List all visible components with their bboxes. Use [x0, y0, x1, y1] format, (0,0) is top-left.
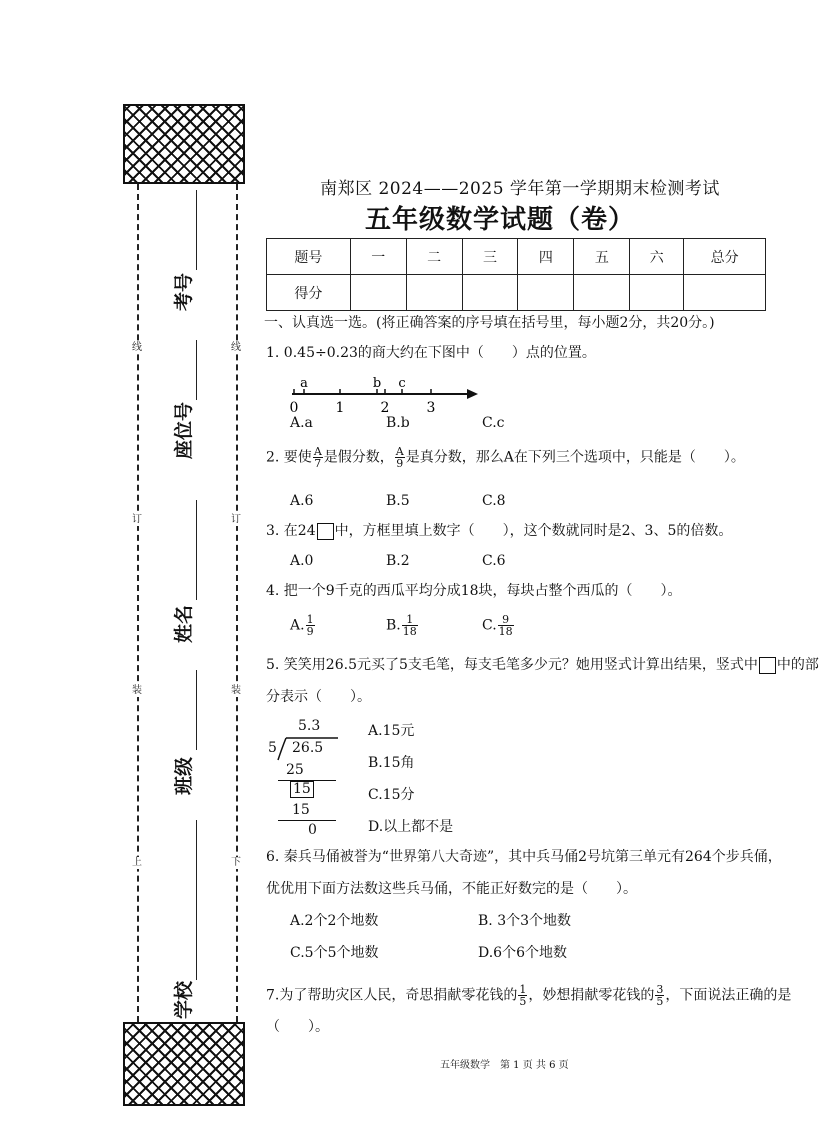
- number-line-mark-label: c: [398, 376, 406, 391]
- q5-option-a: A.15元: [368, 723, 415, 739]
- field-line-exam-number[interactable]: [196, 190, 197, 270]
- field-line-school[interactable]: [196, 820, 197, 980]
- q7-text-post: ，下面说法正确的是: [665, 987, 792, 1004]
- q5-text-pre: 5. 笑笑用26.5元买了5支毛笔，每支毛笔多少元？她用竖式计算出结果，竖式中: [266, 657, 758, 673]
- q6-option-b: B. 3个3个地数: [478, 913, 572, 929]
- q2-text-pre: 2. 要使: [266, 449, 312, 466]
- paper-title: 五年级数学试题（卷）: [364, 205, 635, 235]
- binding-mark-right: 下: [228, 857, 244, 869]
- q5-text-post: 中的部: [776, 657, 819, 673]
- fraction-denominator: 18: [498, 625, 513, 638]
- field-label-name: 姓名: [173, 604, 195, 643]
- fraction-numerator: 9: [498, 614, 514, 626]
- fraction-denominator: 5: [656, 995, 664, 1008]
- q2-fraction-2-denominator: 9: [396, 457, 404, 470]
- division-quotient: 5.3: [298, 718, 321, 734]
- number-line-tick-label: 1: [335, 400, 345, 416]
- q4-text: 4. 把一个9千克的西瓜平均分成18块，每块占整个西瓜的（ ）。: [266, 583, 682, 599]
- score-cell[interactable]: [574, 275, 630, 311]
- q1-text: 1. 0.45÷0.23的商大约在下图中（ ）点的位置。: [266, 345, 596, 361]
- q4-option-a: [290, 614, 316, 637]
- field-label-school: 学校: [173, 980, 195, 1019]
- q3-blank-box[interactable]: [317, 523, 334, 540]
- q3-text: [266, 522, 732, 540]
- q7-text: [266, 984, 791, 1007]
- score-header-cell: 五: [574, 239, 630, 275]
- score-cell[interactable]: [406, 275, 462, 311]
- binding-mark-left: 订: [129, 514, 145, 526]
- q7-text-pre: 7.为了帮助灾区人民，奇思捐献零花钱的: [266, 987, 518, 1004]
- q2-fraction-2: [395, 446, 405, 469]
- q7-fraction-2: [655, 984, 664, 1007]
- binding-mark-left: 线: [129, 342, 145, 354]
- q2-text-mid: 是假分数，: [323, 449, 394, 466]
- binding-mark-left: 装: [129, 685, 145, 697]
- number-line-tick-label: 0: [289, 400, 299, 416]
- section1-title: 一、认真选一选。(将正确答案的序号填在括号里，每小题2分，共20分。): [264, 315, 715, 331]
- division-boxed-value: 15: [290, 781, 314, 798]
- exam-title: 南郑区 2024——2025 学年第一学期期末检测考试: [320, 179, 720, 199]
- score-row-label: 得分: [267, 275, 351, 311]
- binding-mark-right: 装: [228, 685, 244, 697]
- number-line-mark-label: b: [372, 376, 382, 391]
- field-line-name[interactable]: [196, 500, 197, 600]
- q5-option-b: B.15角: [368, 755, 415, 771]
- q3-text-pre: 3. 在24: [266, 523, 316, 539]
- q2-option-c: C.8: [482, 493, 506, 509]
- q7-fraction-1: [518, 984, 527, 1007]
- score-header-cell: 四: [518, 239, 574, 275]
- field-label-seat-number: 座位号: [173, 401, 195, 459]
- score-header-cell: 二: [406, 239, 462, 275]
- division-remainder: 0: [308, 822, 317, 838]
- division-step1: 25: [286, 762, 304, 778]
- number-line-mark-label: a: [300, 376, 308, 391]
- score-cell[interactable]: [684, 275, 766, 311]
- q1-option-c: C.c: [482, 415, 505, 431]
- score-cell[interactable]: [518, 275, 574, 311]
- q3-option-a: A.0: [290, 553, 314, 569]
- score-cell[interactable]: [350, 275, 406, 311]
- q4-option-c-fraction: [498, 614, 514, 637]
- binding-hatch-top: [123, 104, 245, 184]
- q1-option-b: B.b: [386, 415, 410, 431]
- q2-text-post: 是真分数，那么A在下列三个选项中，只能是（ ）。: [405, 449, 745, 466]
- fraction-denominator: 5: [519, 995, 527, 1008]
- q4-option-c: [482, 614, 515, 637]
- score-cell[interactable]: [462, 275, 518, 311]
- division-step2: 15: [292, 802, 310, 818]
- page-footer: 五年级数学 第 1 页 共 6 页: [440, 1060, 569, 1071]
- number-line-arrow: [467, 389, 478, 399]
- number-line-tick-label: 3: [426, 400, 436, 416]
- score-table-header-row: [267, 239, 766, 275]
- q3-option-c: C.6: [482, 553, 506, 569]
- field-line-seat-number[interactable]: [196, 340, 197, 400]
- q4-option-b: [386, 614, 419, 637]
- q4-option-a-fraction: [306, 614, 315, 637]
- fraction-numerator: 1: [519, 983, 527, 996]
- q2-text: [266, 446, 745, 469]
- q5-text: [266, 656, 819, 674]
- q7-text-line2: （ ）。: [266, 1019, 329, 1035]
- q1-option-a: A.a: [290, 415, 313, 431]
- q5-option-c: C.15分: [368, 787, 415, 803]
- number-line-tick-label: 2: [380, 400, 390, 416]
- q6-text-line1: 6. 秦兵马俑被誉为“世界第八大奇迹”，其中兵马俑2号坑第三单元有264个步兵俑，: [266, 849, 782, 865]
- q3-option-b: B.2: [386, 553, 410, 569]
- q5-long-division: [268, 718, 348, 840]
- division-dividend: 26.5: [292, 740, 324, 756]
- q5-option-d: D.以上都不是: [368, 819, 454, 835]
- score-header-cell: 总分: [684, 239, 766, 275]
- fraction-denominator: 18: [402, 625, 417, 638]
- binding-mark-right: 线: [228, 342, 244, 354]
- fraction-numerator: 1: [306, 613, 314, 626]
- q2-fraction-1: [313, 446, 323, 469]
- division-divisor: 5: [268, 740, 277, 756]
- q4-option-a-prefix: A.: [290, 617, 305, 634]
- q2-fraction-1-denominator: 7: [314, 457, 322, 470]
- q6-option-c: C.5个5个地数: [290, 945, 379, 961]
- field-label-class: 班级: [173, 756, 195, 795]
- q2-fraction-2-numerator: A: [395, 445, 404, 458]
- fraction-denominator: 9: [306, 625, 314, 638]
- score-table: [266, 238, 766, 311]
- field-label-exam-number: 考号: [173, 272, 195, 311]
- q5-box-symbol: [759, 657, 776, 674]
- q6-option-a: A.2个2个地数: [290, 913, 379, 929]
- score-header-cell: 六: [630, 239, 684, 275]
- q7-text-mid: ，妙想捐献零花钱的: [528, 987, 655, 1004]
- field-line-class[interactable]: [196, 670, 197, 750]
- score-header-cell: 三: [462, 239, 518, 275]
- binding-mark-right: 订: [228, 514, 244, 526]
- binding-dash-line-right: [236, 184, 238, 1022]
- q4-option-c-prefix: C.: [482, 617, 497, 634]
- q6-text-line2: 优优用下面方法数这些兵马俑，不能正好数完的是（ ）。: [266, 881, 637, 897]
- q3-text-post: 中，方框里填上数字（ ），这个数就同时是2、3、5的倍数。: [334, 523, 733, 539]
- binding-mark-left: 上: [129, 857, 145, 869]
- score-header-cell: 题号: [267, 239, 351, 275]
- score-header-cell: 一: [350, 239, 406, 275]
- q6-option-d: D.6个6个地数: [478, 945, 567, 961]
- binding-dash-line-left: [137, 184, 139, 1022]
- score-table-score-row: [267, 275, 766, 311]
- score-cell[interactable]: [630, 275, 684, 311]
- fraction-numerator: 3: [656, 983, 664, 996]
- fraction-numerator: 1: [402, 614, 418, 626]
- division-rule: [278, 820, 336, 821]
- q4-option-b-fraction: [402, 614, 418, 637]
- q2-option-b: B.5: [386, 493, 410, 509]
- q2-fraction-1-numerator: A: [313, 445, 322, 458]
- q1-number-line: [284, 372, 484, 416]
- q2-option-a: A.6: [290, 493, 314, 509]
- binding-hatch-bottom: [123, 1022, 245, 1106]
- q5-text-line2: 分表示（ ）。: [266, 689, 371, 705]
- q4-option-b-prefix: B.: [386, 617, 401, 634]
